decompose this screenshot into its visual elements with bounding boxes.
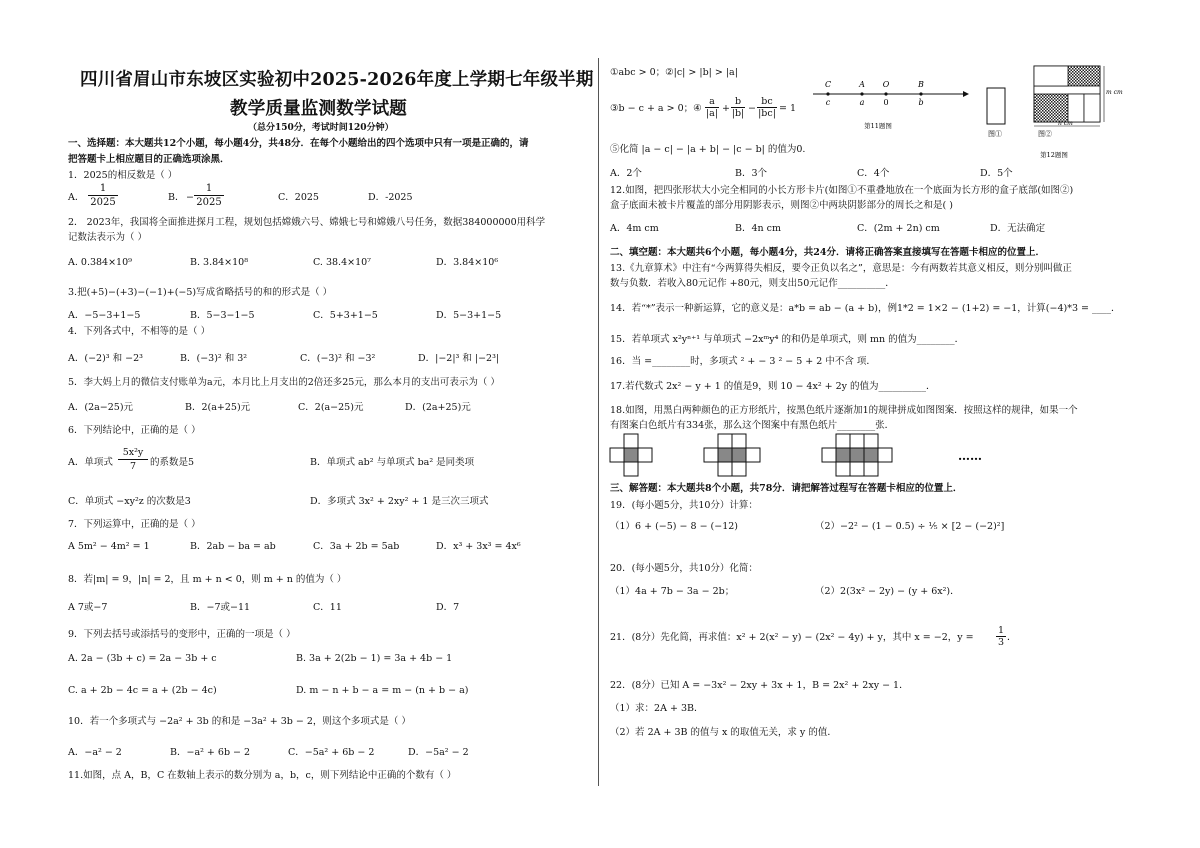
q4-option-d: D．|−2|³ 和 |−2³| bbox=[418, 353, 500, 364]
label-O: O bbox=[882, 80, 890, 89]
fig12-card-top bbox=[1034, 66, 1068, 86]
section1-heading: 一、选择题：本大题共12个小题，每小题4分，共48分．在每个小题给出的四个选项中只有一项是正确的，请 bbox=[68, 138, 529, 149]
point-B bbox=[919, 92, 922, 95]
q9-option-a: A. 2a − (3b + c) = 2a − 3b + c bbox=[68, 653, 217, 664]
fig12-card-right2 bbox=[1084, 94, 1100, 122]
q2-text-cont: 记数法表示为（ ） bbox=[68, 232, 148, 243]
fraction-numerator: 1 bbox=[194, 183, 224, 196]
q6-option-c: C．单项式 −xy²z 的次数是3 bbox=[68, 496, 191, 507]
q2-option-d: D．3.84×10⁶ bbox=[436, 257, 499, 268]
fraction-denominator: 2025 bbox=[90, 197, 116, 208]
q11-statement-3-4-pre: ③b − c + a > 0；④ bbox=[610, 103, 702, 114]
q10-option-c: C．−5a² + 6b − 2 bbox=[288, 747, 375, 758]
fraction-denominator: |bc| bbox=[758, 108, 776, 119]
q8-option-d: D．7 bbox=[436, 602, 460, 613]
q9-option-b: B. 3a + 2(2b − 1) = 3a + 4b − 1 bbox=[296, 653, 453, 664]
q7-option-c: C．3a + 2b = 5ab bbox=[313, 541, 400, 552]
q12-card-box-figure bbox=[982, 62, 1123, 162]
q21-text: 21．(8分）先化简，再求值：x² + 2(x² − y) − (2x² − 4y) + y，其中 x = −2，y = bbox=[610, 632, 974, 643]
fraction-denominator: |a| bbox=[705, 108, 719, 119]
fig12-shaded-bottom-left bbox=[1034, 94, 1068, 122]
point-O bbox=[884, 92, 887, 95]
label-c: c bbox=[825, 98, 831, 107]
q1-option-b-fraction bbox=[194, 183, 224, 208]
section2-heading: 二、填空题：本大题共6个小题，每小题4分，共24分．请将正确答案直接填写在答题卡相应的位置上． bbox=[610, 247, 1045, 258]
fig12-label-m: m cm bbox=[1106, 89, 1123, 96]
q1-option-c: C．2025 bbox=[278, 192, 319, 203]
q3-option-b: B．5−3−1−5 bbox=[190, 310, 255, 321]
q6-option-a-pre: A．单项式 bbox=[68, 457, 113, 468]
exam-subtitle: （总分150分，考试时间120分钟） bbox=[248, 123, 394, 133]
label-a: a bbox=[859, 98, 865, 107]
fraction-numerator: 1 bbox=[997, 625, 1005, 636]
q19-part2: （2）−2² − (1 − 0.5) ÷ ⅕ × [2 − (−2)²] bbox=[815, 521, 1005, 532]
q13-text: 13.《九章算术》中注有“今两算得失相反，要令正负以名之”，意思是：今有两数若其意义相反，则分别叫做正 bbox=[610, 263, 1072, 274]
q10-text: 10．若一个多项式与 −2a² + 3b 的和是 −3a² + 3b − 2，则这个多项式是（ ） bbox=[68, 716, 411, 727]
q12-option-b: B．4n cm bbox=[735, 223, 781, 234]
q1-option-b: B． bbox=[168, 192, 185, 203]
q3-text: 3.把(+5)−(+3)−(−1)+(−5)写成省略括号的和的形式是（ ） bbox=[68, 287, 333, 298]
q7-option-a: A 5m² − 4m² = 1 bbox=[68, 541, 150, 552]
q8-text: 8．若|m| = 9，|n| = 2，且 m + n < 0，则 m + n 的值为（ ） bbox=[68, 574, 347, 585]
label-0: 0 bbox=[883, 98, 889, 107]
q17-text: 17.若代数式 2x² − y + 1 的值是9，则 10 − 4x² + 2y 的值为__________． bbox=[610, 381, 936, 392]
q2-option-c: C. 38.4×10⁷ bbox=[313, 257, 371, 268]
q11-plus: + bbox=[722, 103, 730, 114]
pattern-1 bbox=[610, 434, 652, 476]
fig12-card bbox=[987, 88, 1005, 124]
q7-text: 7．下列运算中，正确的是（ ） bbox=[68, 519, 201, 530]
fig12-label2: 图② bbox=[1038, 130, 1052, 138]
fig12-card-right bbox=[1068, 94, 1084, 122]
q1-text: 1．2025的相反数是（ ） bbox=[68, 170, 178, 181]
q8-option-a: A 7或−7 bbox=[68, 602, 108, 613]
q18-pattern-figure bbox=[608, 434, 988, 478]
point-C bbox=[826, 92, 829, 95]
q11-fraction-b bbox=[731, 96, 745, 119]
q11-equals: = 1 bbox=[779, 103, 797, 114]
q6-option-d: D．多项式 3x² + 2xy² + 1 是三次三项式 bbox=[310, 496, 489, 507]
q21-end: ． bbox=[1007, 632, 1017, 643]
q18-text: 18.如图，用黑白两种颜色的正方形纸片，按黑色纸片逐渐加1的规律拼成如图图案．按照这样的规律，如果一个 bbox=[610, 405, 1078, 416]
q22-part1: （1）求：2A + 3B． bbox=[610, 703, 704, 714]
q13-text-cont: 数与负数．若收入80元记作 +80元，则支出50元记作__________． bbox=[610, 278, 895, 289]
q12-option-c: C．(2m + 2n) cm bbox=[857, 223, 940, 234]
q10-option-a: A．−a² − 2 bbox=[68, 747, 122, 758]
exam-title-line2: 教学质量监测数学试题 bbox=[230, 99, 407, 119]
q11-option-a: A．2个 bbox=[610, 168, 642, 179]
label-b: b bbox=[918, 98, 924, 107]
label-A: A bbox=[859, 80, 865, 89]
q1-option-a: A． bbox=[68, 192, 85, 203]
q16-text: 16．当 =________时，多项式 ² + − 3 ² − 5 + 2 中不含 项． bbox=[610, 356, 876, 367]
section3-heading: 三、解答题：本大题共8个小题，共78分．请把解答过程写在答题卡相应的位置上． bbox=[610, 483, 963, 494]
q11-fraction-a bbox=[705, 96, 719, 119]
pattern-ellipsis: …… bbox=[958, 449, 982, 463]
number-line-arrow bbox=[963, 91, 969, 97]
fraction-denominator: 7 bbox=[129, 461, 137, 472]
fraction-denominator: |b| bbox=[731, 108, 745, 119]
q11-option-c: C．4个 bbox=[857, 168, 890, 179]
q11-fraction-bc bbox=[757, 96, 777, 119]
q12-text-cont: 盒子底面未被卡片覆盖的部分用阴影表示，则图②中两块阴影部分的周长之和是( ) bbox=[610, 200, 953, 211]
q20-part1: （1）4a + 7b − 3a − 2b； bbox=[610, 586, 735, 597]
q12-option-a: A．4m cm bbox=[610, 223, 659, 234]
q5-option-a: A．(2a−25)元 bbox=[68, 402, 134, 413]
q6-option-b: B．单项式 ab² 与单项式 ba² 是同类项 bbox=[310, 457, 475, 468]
q4-option-b: B．(−3)² 和 3² bbox=[180, 353, 248, 364]
pattern-2 bbox=[704, 434, 760, 476]
fraction-denominator: 2025 bbox=[196, 197, 222, 208]
q5-option-b: B．2(a+25)元 bbox=[185, 402, 251, 413]
q10-option-b: B．−a² + 6b − 2 bbox=[170, 747, 251, 758]
q4-option-a: A．(−2)³ 和 −2³ bbox=[68, 353, 143, 364]
q15-text: 15．若单项式 x²yⁿ⁺¹ 与单项式 −2xᵐy⁴ 的和仍是单项式，则 mn 的值为________． bbox=[610, 334, 965, 345]
q9-option-d: D. m − n + b − a = m − (n + b − a) bbox=[296, 685, 469, 696]
q3-option-d: D．5−3+1−5 bbox=[436, 310, 502, 321]
point-A bbox=[860, 92, 863, 95]
q5-text: 5．李大妈上月的微信支付账单为a元，本月比上月支出的2倍还多25元，那么本月的支出可表示为（ ） bbox=[68, 377, 500, 388]
q19-part1: （1）6 + (−5) − 8 − (−12) bbox=[610, 521, 739, 532]
q12-text: 12.如图，把四张形状大小完全相同的小长方形卡片(如图①不重叠地放在一个底面为长方形的盒子底部(如图②) bbox=[610, 185, 1074, 196]
q8-option-b: B．−7或−11 bbox=[190, 602, 251, 613]
q6-option-a-post: 的系数是5 bbox=[150, 457, 195, 468]
q6-text: 6．下列结论中，正确的是（ ） bbox=[68, 425, 201, 436]
q11-statement-5: ⑤化简 |a − c| − |a + b| − |c − b| 的值为0. bbox=[610, 144, 806, 155]
q1-option-a-fraction bbox=[88, 183, 118, 208]
q11-text: 11.如图，点 A，B，C 在数轴上表示的数分别为 a，b，c，则下列结论中正确的个数有（ ） bbox=[68, 770, 457, 781]
fig12-caption: 第12题图 bbox=[1040, 151, 1068, 159]
q3-option-a: A．−5−3+1−5 bbox=[68, 310, 141, 321]
fraction-numerator: 5x²y bbox=[118, 447, 148, 460]
q11-statement-1-2: ①abc > 0；②|c| > |b| > |a| bbox=[610, 67, 738, 78]
fraction-denominator: 3 bbox=[997, 637, 1005, 648]
label-C: C bbox=[824, 80, 832, 89]
q10-option-d: D．−5a² − 2 bbox=[408, 747, 469, 758]
q7-option-d: D．x³ + 3x³ = 4x⁶ bbox=[436, 541, 521, 552]
q8-option-c: C．11 bbox=[313, 602, 342, 613]
q21-fraction bbox=[996, 625, 1006, 648]
q19-text: 19．(每小题5分，共10分）计算： bbox=[610, 500, 758, 511]
q6-option-a-fraction bbox=[118, 447, 148, 472]
q3-option-c: C．5+3+1−5 bbox=[313, 310, 378, 321]
q2-option-a: A. 0.384×10⁹ bbox=[68, 257, 132, 268]
label-B: B bbox=[918, 80, 924, 89]
fraction-numerator: 1 bbox=[88, 183, 118, 196]
q11-minus: − bbox=[748, 103, 756, 114]
q18-text-cont: 有图案白色纸片有334张，那么这个图案中有黑色纸片________张． bbox=[610, 420, 895, 431]
q12-option-d: D．无法确定 bbox=[990, 223, 1046, 234]
fraction-numerator: bc bbox=[757, 96, 777, 108]
section1-heading-cont: 把答题卡上相应题目的正确选项涂黑． bbox=[68, 154, 230, 165]
q1-option-b-minus: − bbox=[186, 192, 194, 203]
exam-title-line1: 四川省眉山市东坡区实验初中2025-2026年度上学期七年级半期 bbox=[80, 70, 594, 90]
fig11-caption: 第11题图 bbox=[864, 122, 892, 130]
q5-option-d: D．(2a+25)元 bbox=[405, 402, 471, 413]
q11-number-line-figure bbox=[808, 76, 973, 132]
q9-option-c: C. a + 2b − 4c = a + (2b − 4c) bbox=[68, 685, 217, 696]
column-divider bbox=[598, 58, 599, 786]
q9-text: 9．下列去括号或添括号的变形中，正确的一项是（ ） bbox=[68, 629, 296, 640]
q20-text: 20．(每小题5分，共10分）化简： bbox=[610, 563, 758, 574]
fig12-card-horizontal bbox=[1034, 86, 1100, 94]
q20-part2: （2）2(3x² − 2y) − (y + 6x²)． bbox=[815, 586, 960, 597]
q14-text: 14．若“*”表示一种新运算，它的意义是：a*b = ab − (a + b)，例1*2 = 1×2 − (1+2) = −1，计算(−4)*3 = ____． bbox=[610, 303, 1121, 314]
q7-option-b: B．2ab − ba = ab bbox=[190, 541, 276, 552]
q11-option-d: D．5个 bbox=[980, 168, 1013, 179]
q1-option-d: D．-2025 bbox=[368, 192, 413, 203]
pattern-3 bbox=[822, 434, 892, 476]
q22-text: 22．(8分）已知 A = −3x² − 2xy + 3x + 1，B = 2x² + 2xy − 1． bbox=[610, 680, 909, 691]
fig12-label1: 图① bbox=[988, 130, 1002, 138]
q22-part2: （2）若 2A + 3B 的值与 x 的取值无关，求 y 的值． bbox=[610, 727, 837, 738]
q4-text: 4．下列各式中，不相等的是（ ） bbox=[68, 326, 211, 337]
q5-option-c: C．2(a−25)元 bbox=[298, 402, 364, 413]
q2-text: 2． 2023年，我国将全面推进探月工程，规划包括嫦娥六号、嫦娥七号和嫦娥八号任务，数据384000000用科学 bbox=[68, 217, 546, 228]
fraction-numerator: b bbox=[731, 96, 745, 108]
fig12-label-n: n cm bbox=[1058, 120, 1073, 127]
fraction-numerator: a bbox=[705, 96, 719, 108]
fig12-shaded-top-right bbox=[1068, 66, 1100, 86]
q4-option-c: C．(−3)² 和 −3² bbox=[300, 353, 376, 364]
q2-option-b: B. 3.84×10⁸ bbox=[190, 257, 249, 268]
q11-option-b: B．3个 bbox=[735, 168, 768, 179]
